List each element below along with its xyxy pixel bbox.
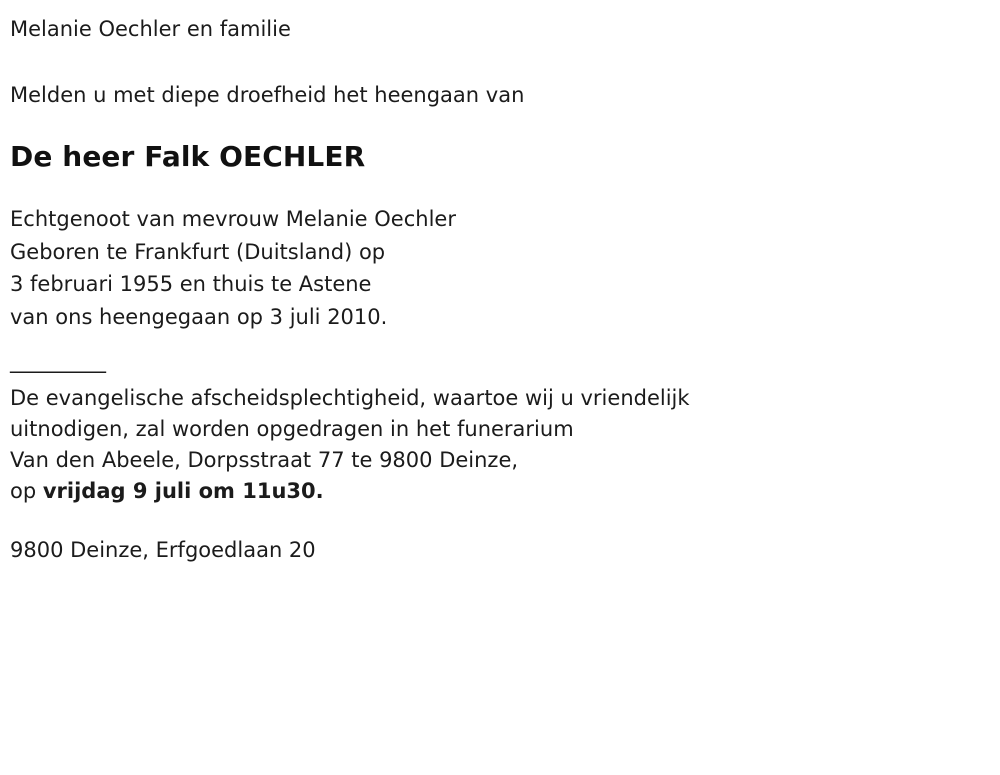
spacer bbox=[10, 44, 990, 80]
spacer bbox=[10, 175, 990, 203]
divider: __________ bbox=[10, 349, 105, 374]
ceremony-line: uitnodigen, zal worden opgedragen in het funerarium bbox=[10, 416, 574, 441]
family-line: Melanie Oechler en familie bbox=[10, 17, 291, 41]
detail-line: van ons heengegaan op 3 juli 2010. bbox=[10, 304, 388, 329]
announcement-line: Melden u met diepe droefheid het heengaan van bbox=[10, 83, 525, 108]
deceased-name: De heer Falk OECHLER bbox=[10, 139, 366, 173]
spacer bbox=[10, 111, 990, 139]
spacer bbox=[10, 375, 990, 383]
ceremony-details bbox=[10, 383, 990, 507]
ceremony-line: De evangelische afscheidsplechtigheid, waartoe wij u vriendelijk bbox=[10, 385, 690, 410]
ceremony-time-value: vrijdag 9 juli om 11u30. bbox=[42, 478, 324, 503]
ceremony-time-prefix: op bbox=[10, 478, 43, 503]
detail-line: Echtgenoot van mevrouw Melanie Oechler bbox=[10, 207, 456, 232]
detail-line: 3 februari 1955 en thuis te Astene bbox=[10, 272, 372, 297]
ceremony-time bbox=[10, 476, 990, 507]
detail-line: Geboren te Frankfurt (Duitsland) op bbox=[10, 239, 386, 264]
ceremony-line: Van den Abeele, Dorpsstraat 77 te 9800 Deinze, bbox=[10, 447, 519, 472]
deceased-details bbox=[10, 203, 990, 333]
address-line: 9800 Deinze, Erfgoedlaan 20 bbox=[10, 537, 316, 562]
spacer bbox=[10, 507, 990, 535]
spacer bbox=[10, 333, 990, 349]
